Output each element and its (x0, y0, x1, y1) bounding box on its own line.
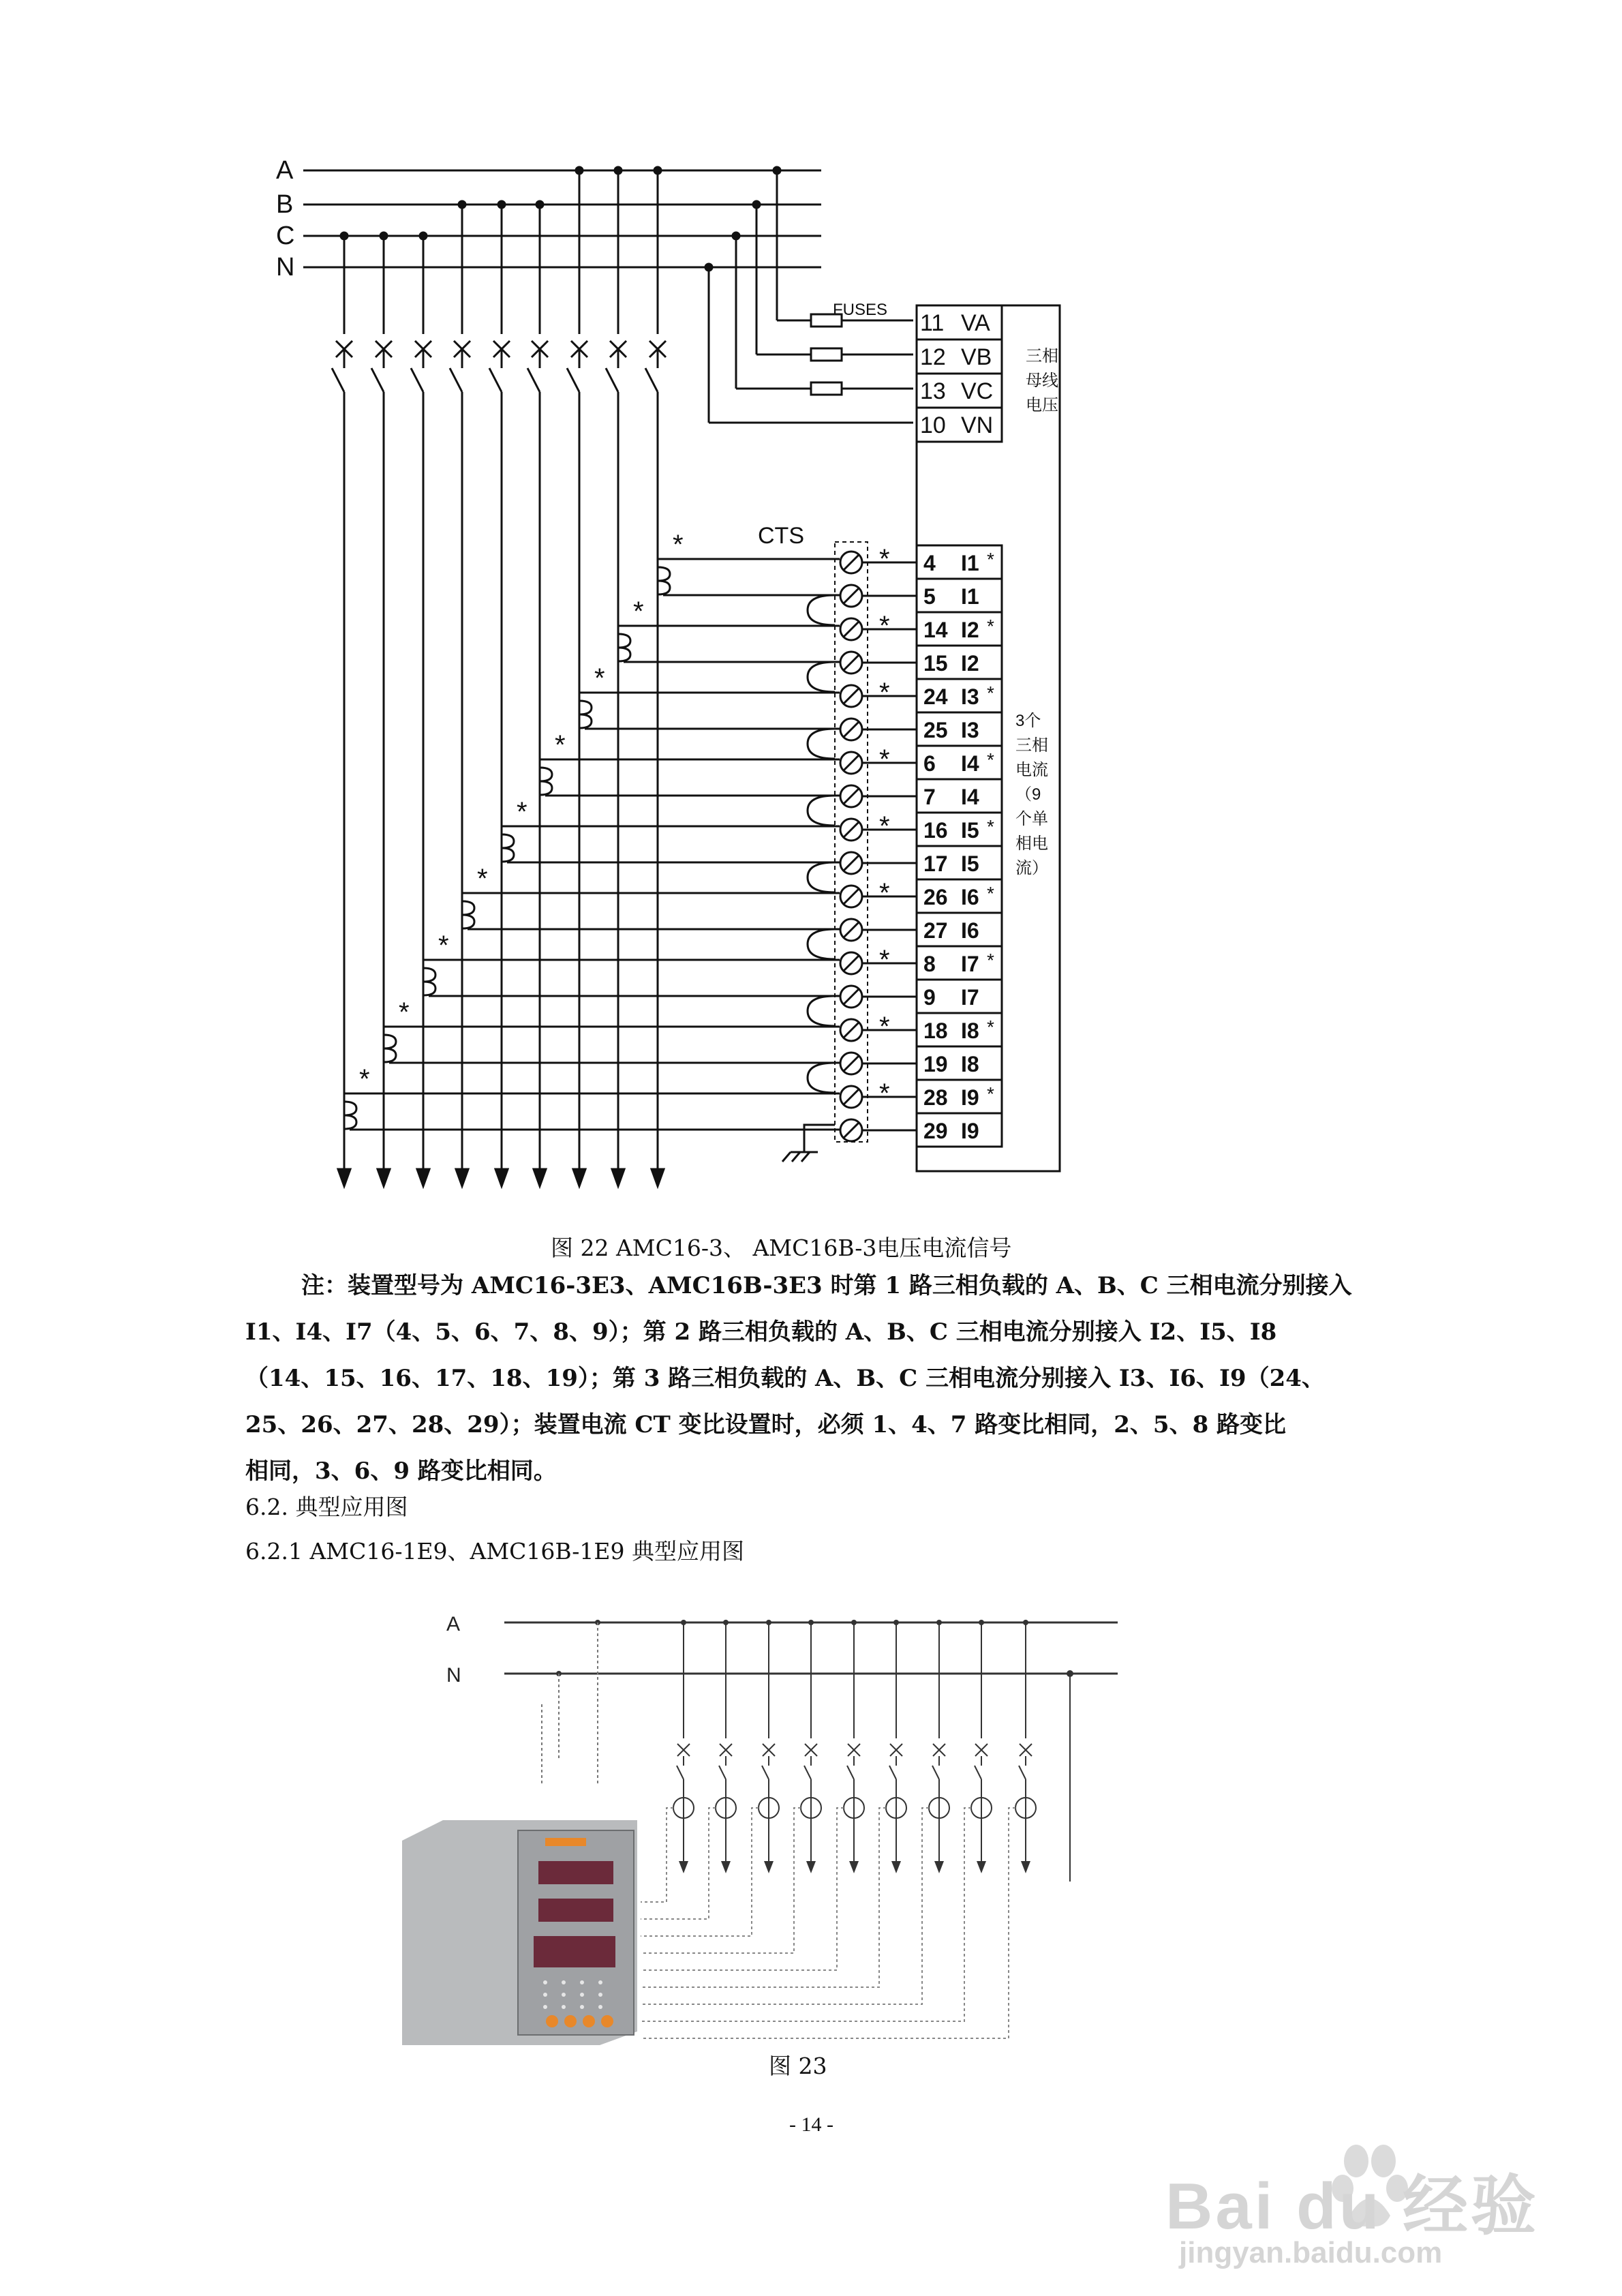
breaker-icon (720, 1744, 732, 1756)
voltage-side-label: 三相 (1026, 347, 1058, 365)
screw-slot (844, 922, 859, 937)
meter-indicator-led (543, 1980, 547, 1984)
note-line: （14、15、16、17、18、19）；第 3 路三相负载的 A、B、C 三相电流分别接入 I3、I6、I9（24、 (245, 1365, 1325, 1392)
screw-slot (844, 588, 859, 603)
meter-button (564, 2015, 577, 2027)
note-paragraph (245, 1263, 1404, 1494)
screw-slot (844, 555, 859, 570)
current-terminal-num: 24 (923, 684, 948, 709)
ct-lead-wire (641, 1808, 673, 1902)
switch-blade (762, 1766, 769, 1779)
screw-slot (844, 889, 859, 904)
screw-slot (844, 856, 859, 871)
cts-link-wire (808, 862, 835, 892)
current-terminal-num: 29 (923, 1119, 948, 1143)
meter-indicator-led (598, 1993, 602, 1997)
screw-slot (844, 622, 859, 637)
voltage-terminal-num: 13 (920, 378, 946, 404)
meter-indicator-led (543, 1993, 547, 1997)
polarity-star: * (879, 678, 890, 708)
meter-indicator-led (580, 2005, 584, 2009)
polarity-star: * (879, 878, 890, 908)
current-terminal-name: I4 (961, 785, 979, 809)
section-subheading: 6.2.1 AMC16-1E9、AMC16B-1E9 典型应用图 (245, 1538, 744, 1565)
cts-link-wire (808, 996, 835, 1026)
arrow-down-icon (764, 1861, 774, 1873)
arrow-down-icon (721, 1861, 731, 1873)
arrow-down-icon (1021, 1861, 1030, 1873)
breaker-icon (1020, 1744, 1032, 1756)
meter-display-2 (538, 1899, 613, 1922)
arrow-down-icon (495, 1169, 508, 1186)
meter-supply-wire (542, 1622, 598, 1786)
screw-slot (844, 956, 859, 971)
ct-coil-icon (423, 968, 435, 995)
screw-slot (844, 822, 859, 837)
meter-indicator-led (562, 1980, 566, 1984)
screw-slot (844, 755, 859, 770)
breaker-icon (805, 1744, 817, 1756)
watermark-brand: Bai du 经验 (1165, 2170, 1540, 2243)
switch-blade (411, 368, 423, 392)
breaker-icon (933, 1744, 945, 1756)
current-terminal-name: I7 (961, 952, 979, 976)
current-terminal-num: 16 (923, 818, 948, 843)
polarity-star: * (879, 611, 890, 641)
switch-blade (489, 368, 502, 392)
breaker-icon (763, 1744, 775, 1756)
voltage-terminal-name: VB (961, 344, 992, 370)
polarity-star: * (359, 1064, 370, 1094)
current-terminal-name: I7 (961, 985, 979, 1010)
cts-link-wire (808, 595, 835, 625)
polarity-star: * (879, 544, 890, 574)
switch-blade (567, 368, 579, 392)
voltage-terminal-name: VC (961, 378, 994, 404)
polarity-star: * (517, 797, 527, 827)
screw-slot (844, 1056, 859, 1071)
screw-slot (844, 722, 859, 737)
polarity-star: * (987, 549, 994, 570)
polarity-star: * (879, 811, 890, 841)
current-terminal-name: I6 (961, 918, 979, 943)
polarity-star: * (987, 883, 994, 904)
cts-link-wire (808, 729, 835, 759)
current-terminal-num: 6 (923, 751, 936, 776)
breaker-icon (677, 1744, 690, 1756)
screw-slot (844, 1089, 859, 1104)
polarity-star: * (987, 950, 994, 971)
voltage-side-label: 母线 (1026, 372, 1058, 390)
current-terminal-name: I4 (961, 751, 979, 776)
arrow-down-icon (417, 1169, 429, 1186)
arrow-down-icon (456, 1169, 468, 1186)
fuse-icon (811, 382, 842, 395)
switch-blade (847, 1766, 854, 1779)
current-terminal-name: I8 (961, 1018, 979, 1043)
arrow-down-icon (573, 1169, 585, 1186)
current-terminal-name: I2 (961, 651, 979, 676)
ct-coil-icon (579, 701, 592, 728)
bus-label-n: N (276, 253, 295, 282)
meter-indicator-led (562, 2005, 566, 2009)
switch-blade (606, 368, 618, 392)
ct-coil-icon (462, 901, 474, 928)
note-line: I1、I4、I7（4、5、6、7、8、9）；第 2 路三相负载的 A、B、C 三相电流分别接入 I2、I5、I8 (245, 1318, 1277, 1346)
meter-indicator-led (543, 2005, 547, 2009)
current-terminal-name: I1 (961, 551, 979, 575)
current-terminal-num: 26 (923, 885, 948, 909)
current-terminal-num: 8 (923, 952, 936, 976)
current-terminal-num: 5 (923, 584, 936, 609)
bus-label-a: A (446, 1613, 461, 1635)
current-side-label: 3个 (1015, 712, 1041, 730)
voltage-terminal-name: VA (961, 310, 990, 336)
switch-blade (804, 1766, 811, 1779)
current-terminal-name: I3 (961, 718, 979, 742)
meter-button (601, 2015, 613, 2027)
polarity-star: * (879, 1078, 890, 1108)
polarity-star: * (987, 1083, 994, 1104)
polarity-star: * (477, 864, 488, 894)
voltage-terminal-num: 12 (920, 344, 946, 370)
ct-coil-icon (658, 567, 670, 594)
meter-brand-logo (545, 1838, 586, 1846)
current-side-label: 三相 (1015, 736, 1048, 755)
figure-23-application-diagram (0, 1568, 1622, 2045)
polarity-star: * (879, 744, 890, 774)
ct-lead-wire (641, 1808, 844, 1970)
voltage-terminal-num: 11 (920, 310, 945, 336)
current-terminal-num: 18 (923, 1018, 948, 1043)
arrow-down-icon (378, 1169, 390, 1186)
switch-blade (889, 1766, 896, 1779)
bus-label-n: N (446, 1664, 461, 1687)
polarity-star: * (987, 682, 994, 704)
cts-link-wire (808, 662, 835, 692)
polarity-star: * (879, 945, 890, 975)
current-terminal-num: 19 (923, 1052, 948, 1076)
current-terminal-num: 15 (923, 651, 948, 676)
voltage-side-label: 电压 (1026, 396, 1058, 414)
cts-link-wire (808, 796, 835, 826)
arrow-down-icon (612, 1169, 624, 1186)
meter-indicator-led (598, 1980, 602, 1984)
baidu-jingyan-watermark (1152, 2134, 1588, 2270)
cts-label: CTS (758, 523, 804, 549)
meter-button (583, 2015, 595, 2027)
arrow-down-icon (891, 1861, 901, 1873)
switch-blade (371, 368, 384, 392)
bus-label-b: B (276, 190, 294, 219)
current-terminal-name: I5 (961, 818, 979, 843)
current-side-label: 流） (1015, 859, 1048, 877)
polarity-star: * (633, 596, 644, 626)
breaker-icon (848, 1744, 860, 1756)
ct-lead-wire (641, 1808, 759, 1936)
current-terminal-name: I9 (961, 1085, 979, 1110)
ct-coil-icon (344, 1102, 356, 1129)
arrow-down-icon (806, 1861, 816, 1873)
current-terminal-name: I5 (961, 851, 979, 876)
meter-indicator-led (562, 1993, 566, 1997)
screw-slot (844, 689, 859, 704)
current-terminal-name: I1 (961, 584, 979, 609)
arrow-down-icon (934, 1861, 944, 1873)
meter-indicator-led (598, 2005, 602, 2009)
screw-slot (844, 989, 859, 1004)
screw-slot (844, 655, 859, 670)
polarity-star: * (987, 816, 994, 837)
figure-23-caption: 图 23 (769, 2053, 827, 2079)
current-terminal-num: 4 (923, 551, 936, 575)
ct-coil-icon (384, 1035, 396, 1062)
switch-blade (450, 368, 462, 392)
cts-link-wire (808, 1063, 835, 1093)
voltage-terminal-name: VN (961, 412, 994, 438)
meter-indicator-led (580, 1993, 584, 1997)
polarity-star: * (594, 663, 605, 693)
arrow-down-icon (977, 1861, 986, 1873)
polarity-star: * (987, 749, 994, 770)
fuse-icon (811, 348, 842, 361)
cts-link-wire (808, 929, 835, 959)
arrow-down-icon (652, 1169, 664, 1186)
note-line: 相同，3、6、9 路变比相同。 (245, 1457, 557, 1485)
voltage-terminal-num: 10 (920, 412, 946, 438)
switch-blade (719, 1766, 726, 1779)
ct-coil-icon (540, 768, 552, 795)
ct-coil-icon (618, 634, 630, 661)
polarity-star: * (987, 1016, 994, 1038)
figure-22-caption: 图 22 AMC16-3、 AMC16B-3电压电流信号 (551, 1235, 1012, 1261)
section-heading: 6.2. 典型应用图 (245, 1494, 408, 1520)
polarity-star: * (673, 530, 684, 560)
arrow-down-icon (849, 1861, 859, 1873)
note-line: 注：装置型号为 AMC16-3E3、AMC16B-3E3 时第 1 路三相负载的 A、B、C 三相电流分别接入 (301, 1272, 1352, 1299)
current-terminal-num: 27 (923, 918, 948, 943)
screw-slot (844, 1023, 859, 1038)
page-number: - 14 - (789, 2113, 833, 2136)
switch-blade (332, 368, 344, 392)
breaker-icon (975, 1744, 988, 1756)
watermark-url: jingyan.baidu.com (1179, 2236, 1443, 2269)
switch-blade (975, 1766, 981, 1779)
current-side-label: （9 (1015, 785, 1041, 804)
ct-lead-wire (641, 1808, 801, 1953)
polarity-star: * (555, 730, 566, 760)
switch-blade (1019, 1766, 1026, 1779)
current-terminal-num: 17 (923, 851, 948, 876)
bus-label-a: A (276, 156, 294, 185)
arrow-down-icon (534, 1169, 546, 1186)
screw-slot (844, 1123, 859, 1138)
arrow-down-icon (338, 1169, 350, 1186)
current-terminal-name: I6 (961, 885, 979, 909)
meter-display-1 (538, 1861, 613, 1884)
current-terminal-name: I2 (961, 618, 979, 642)
current-terminal-num: 25 (923, 718, 948, 742)
current-terminal-name: I3 (961, 684, 979, 709)
current-side-label: 相电 (1015, 834, 1048, 853)
polarity-star: * (438, 931, 449, 961)
switch-blade (527, 368, 540, 392)
polarity-star: * (399, 997, 410, 1027)
ct-coil-icon (502, 834, 514, 862)
current-terminal-num: 9 (923, 985, 936, 1010)
ct-lead-wire (641, 1808, 886, 1987)
meter-button (546, 2015, 558, 2027)
current-terminal-name: I9 (961, 1119, 979, 1143)
meter-display-3 (534, 1936, 615, 1967)
current-terminal-num: 14 (923, 618, 948, 642)
switch-blade (932, 1766, 939, 1779)
meter-device (402, 1820, 637, 2045)
screw-slot (844, 789, 859, 804)
meter-indicator-led (580, 1980, 584, 1984)
current-side-label: 电流 (1015, 761, 1048, 779)
current-side-label: 个单 (1015, 810, 1048, 828)
polarity-star: * (879, 1012, 890, 1042)
polarity-star: * (987, 616, 994, 637)
switch-blade (645, 368, 658, 392)
breaker-icon (890, 1744, 902, 1756)
fuses-label: FUSES (833, 301, 888, 319)
arrow-down-icon (679, 1861, 688, 1873)
current-terminal-num: 28 (923, 1085, 948, 1110)
switch-blade (677, 1766, 684, 1779)
current-terminal-name: I8 (961, 1052, 979, 1076)
bus-label-c: C (276, 222, 295, 250)
note-line: 25、26、27、28、29）；装置电流 CT 变比设置时，必须 1、4、7 路变比相同，2、5、8 路变比 (245, 1411, 1287, 1438)
current-terminal-num: 7 (923, 785, 936, 809)
